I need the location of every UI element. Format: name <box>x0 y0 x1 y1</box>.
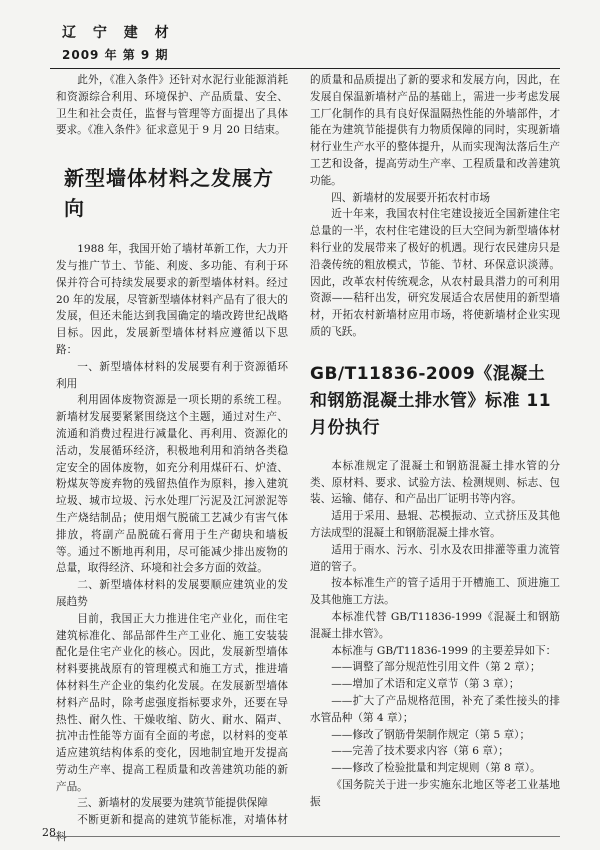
issue-label: 2009 年 第 9 期 <box>62 48 169 62</box>
list-item: ——修改了钢筋骨架制作规定（第 5 章）； <box>331 728 531 741</box>
list-item: ——完善了技术要求内容（第 6 章）； <box>331 745 509 758</box>
paragraph: 按本标准生产的管子适用于开槽施工、顶进施工及其他施工方法。 <box>310 577 560 607</box>
footer-rule <box>50 836 560 837</box>
paragraph: 本标准规定了混凝土和钢筋混凝土排水管的分类、原材料、要求、试验方法、检测规则、标志、包装、运输、储存、和产品出厂证明书等内容。 <box>310 459 560 506</box>
section-heading: 四、新墙材的发展要开拓农村市场 <box>331 191 491 204</box>
article-title: 新型墙体材料之发展方向 <box>64 166 274 221</box>
paragraph: 适用于采用、悬辊、芯模振动、立式挤压及其他方法成型的混凝土和钢筋混凝土排水管。 <box>310 510 560 539</box>
article-title: GB/T11836-2009《混凝土和钢筋混凝土排水管》标准 11 月份执行 <box>310 363 552 438</box>
paragraph: 不断更新和提高的建筑节能标准，对墙体材料 <box>56 814 288 844</box>
section-heading: 三、新墙材的发展要为建筑节能提供保障 <box>77 797 268 810</box>
journal-masthead <box>62 22 175 63</box>
paragraph: 本标准与 GB/T11836-1999 的主要差异如下： <box>331 644 557 657</box>
left-column <box>56 72 288 846</box>
paragraph: 利用固体废物资源是一项长期的系统工程。新墙材发展要紧紧围绕这个主题，通过对生产、流通和消费过程进行减量化、再利用、资源化的活动，发展循环经济，积极地利用和消纳各类稳定安全的固体废物，如充分利用煤矸石、炉渣、粉煤灰等废弃物的残留热值作为原料，掺入建筑垃圾、城市垃圾、污水处理厂污泥及江河淤泥等生产烧结制品；使用烟气脱硫工艺减少有害气体排放，将副产品脱硫石膏用于生产砌块和墙板等。通过不断地再利用，尽可能减少排出废物的总量，取得经济、环境和社会多方面的效益。 <box>56 394 288 575</box>
paragraph: 目前，我国正大力推进住宅产业化，而住宅建筑标准化、部品部件生产工业化、施工安装装配化是住宅产业化的核心。因此，发展新型墙体材料要挑战原有的管理模式和施工方式，推进墙体材料生产企业的集约化发展。在发展新型墙体材料产品时，除考虑强度指标要求外，还要在导热性、耐久性、干燥收缩、防火、耐水、隔声、抗冲击性能等方面有全面的考虑，以材料的变革适应建筑结构体系的变化，因地制宜地开发提高劳动生产率、提高工程质量和改善建筑功能的新产品。 <box>56 612 288 793</box>
journal-name: 辽 宁 建 材 <box>62 25 175 41</box>
paragraph: 1988 年，我国开始了墙材革新工作，大力开发与推广节土、节能、利废、多功能、有利于环保并符合可持续发展要求的新型墙体材料。经过 20 年的发展，尽管新型墙体材料产品有了很大的发展，但还未能达到我国确定的墙改跨世纪战略目标。因此，发展新型墙体材料应遵循以下思路： <box>56 243 288 356</box>
list-item: ——调整了部分规范性引用文件（第 2 章）； <box>331 661 541 674</box>
paragraph: 的质量和品质提出了新的要求和发展方向，因此，在发展自保温新墙材产品的基础上，需进一步考虑发展工厂化制作的具有良好保温隔热性能的外墙部件，才能在为建筑节能提供有力物质保障的同时，实现新墙材行业生产水平的整体提升，从而实现淘汰落后生产工艺和设备，提高劳动生产率、工程质量和改善建筑功能。 <box>310 74 560 187</box>
section-heading: 二、新型墙体材料的发展要顺应建筑业的发展趋势 <box>56 579 288 608</box>
list-item: ——增加了术语和定义章节（第 3 章）； <box>331 678 520 691</box>
paragraph: 《国务院关于进一步实施东北地区等老工业基地振 <box>310 778 560 808</box>
list-item: ——修改了检验批量和判定规则（第 8 章）。 <box>331 762 541 775</box>
paragraph: 本标准代替 GB/T11836-1999《混凝土和钢筋混凝土排水管》。 <box>310 610 560 640</box>
paragraph: 此外，《准入条件》还针对水泥行业能源消耗和资源综合利用、环境保护、产品质量、安全、卫生和社会责任，监督与管理等方面提出了具体要求。《准入条件》征求意见于 9 月 20 日结束。 <box>56 74 288 137</box>
paragraph: 适用于雨水、污水、引水及农田排灌等重力流管道的管子。 <box>310 543 560 573</box>
list-item: ——扩大了产品规格范围，补充了柔性接头的排水管品种（第 4 章）； <box>310 694 560 724</box>
paragraph: 近十年来，我国农村住宅建设接近全国新建住宅总量的一半，农村住宅建设的巨大空间为新型墙体材料行业的发展带来了极好的机遇。现行农民建房只是沿袭传统的粗放模式，节能、节材、环保意识淡薄。因此，改革农村传统观念，从农村最具潜力的可利用资源——秸秆出发，研究发展适合农居使用的新型墙材，开拓农村新墙材应用市场，将使新墙材企业实现质的飞跃。 <box>310 208 560 338</box>
right-column <box>310 72 560 810</box>
section-heading: 一、新型墙体材料的发展要有利于资源循环利用 <box>56 360 288 390</box>
page-number: 28 <box>42 826 56 839</box>
header-rule <box>50 68 560 69</box>
